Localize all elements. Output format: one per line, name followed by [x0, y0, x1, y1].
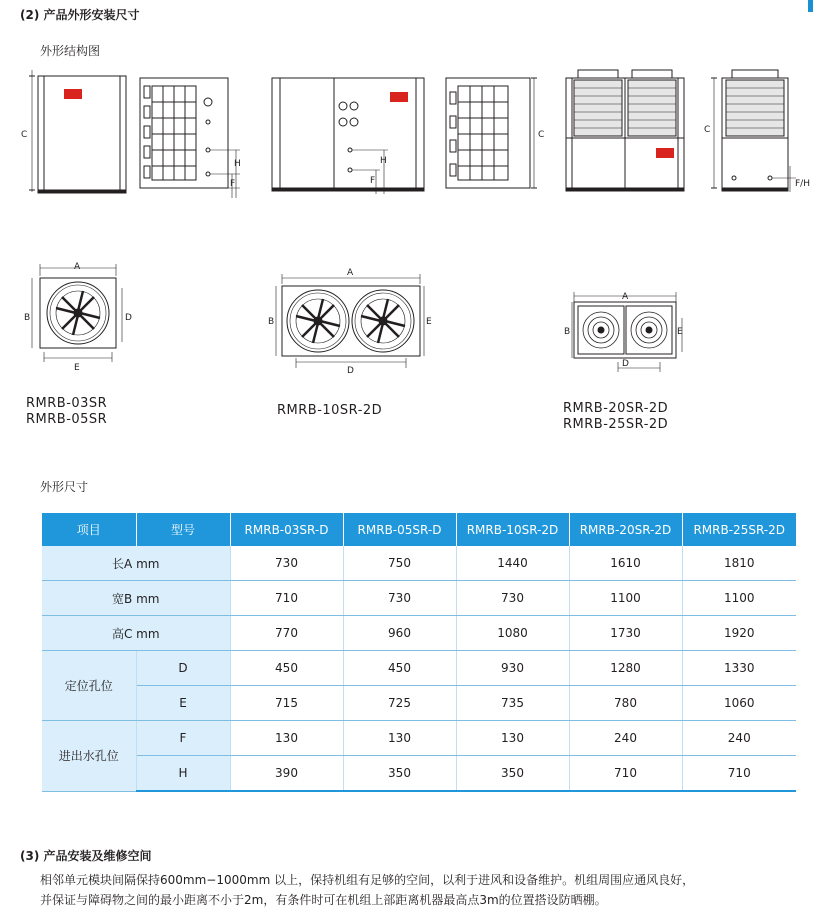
corner-accent-bar: [808, 0, 813, 12]
dim-label-c: C: [704, 125, 711, 135]
dim-label-d: D: [622, 359, 629, 369]
model-group-medium: [277, 403, 382, 419]
table-row: [42, 756, 796, 792]
model-name: RMRB-25SR-2D: [563, 417, 669, 432]
install-space-paragraph: [40, 870, 813, 910]
dim-label-f: F: [230, 179, 236, 189]
header-col: RMRB-25SR-2D: [682, 513, 796, 546]
plan-diagrams: [0, 258, 813, 376]
paragraph-line: 相邻单元模块间隔保持600mm−1000mm 以上，保持机组有足够的空间，以利于进风和设备维护。机组周围应通风良好，: [40, 873, 695, 887]
table-cell: 350: [343, 756, 456, 792]
table-row: [42, 546, 796, 581]
table-cell: 780: [569, 686, 682, 721]
model-name: RMRB-20SR-2D: [563, 401, 669, 416]
table-cell: 730: [456, 581, 569, 616]
table-cell: 710: [569, 756, 682, 792]
model-group-small: [26, 396, 107, 428]
structure-subtitle: 外形结构图: [40, 44, 101, 58]
table-row: [42, 616, 796, 651]
paragraph-line: 并保证与障碍物之间的最小距离不小于2m，有条件时可在机组上部距离机器最高点3m的位置搭设防晒棚。: [40, 893, 607, 907]
model-group-large: [563, 401, 668, 433]
table-header-row: [42, 513, 796, 546]
table-cell: 1060: [682, 686, 796, 721]
dim-label-h: H: [380, 156, 387, 166]
table-cell: 130: [230, 721, 343, 756]
unit-medium-side-view: [446, 78, 537, 188]
dim-label-b: B: [564, 327, 571, 337]
header-col: RMRB-10SR-2D: [456, 513, 569, 546]
table-cell: 750: [343, 546, 456, 581]
table-cell: 240: [569, 721, 682, 756]
dim-label-b: B: [24, 313, 31, 323]
table-row: [42, 686, 796, 721]
brand-logo: [64, 89, 82, 99]
dim-label-f: F: [370, 176, 376, 186]
unit-small-side-view: [140, 78, 240, 198]
dim-label-d: D: [347, 366, 354, 376]
dimension-table: [42, 513, 796, 792]
dim-label-fh: F/H: [795, 179, 810, 189]
table-cell: 730: [343, 581, 456, 616]
unit-large-front-view: [566, 70, 684, 191]
section3-title: (3) 产品安装及维修空间: [20, 849, 152, 863]
dim-label-a: A: [622, 292, 629, 302]
dim-label-b: B: [268, 317, 275, 327]
header-col: RMRB-05SR-D: [343, 513, 456, 546]
table-cell: 240: [682, 721, 796, 756]
row-group-label: 进出水孔位: [42, 721, 136, 792]
table-cell: 1610: [569, 546, 682, 581]
table-cell: 1080: [456, 616, 569, 651]
table-cell: 960: [343, 616, 456, 651]
brand-logo: [390, 92, 408, 102]
table-row: [42, 651, 796, 686]
dim-label-c: C: [21, 130, 28, 140]
model-name: RMRB-03SR: [26, 396, 108, 411]
table-cell: 1280: [569, 651, 682, 686]
unit-medium-front-view: [272, 78, 424, 194]
table-cell: 1810: [682, 546, 796, 581]
row-label: H: [136, 756, 230, 792]
table-row: [42, 581, 796, 616]
row-label: F: [136, 721, 230, 756]
row-label: 宽B mm: [42, 581, 230, 616]
brand-logo: [656, 148, 674, 158]
table-row: [42, 721, 796, 756]
header-col: RMRB-03SR-D: [230, 513, 343, 546]
table-cell: 450: [343, 651, 456, 686]
table-cell: 730: [230, 546, 343, 581]
dim-label-c: C: [538, 130, 545, 140]
header-model: 型号: [136, 513, 230, 546]
dim-label-e: E: [74, 363, 80, 373]
dim-label-a: A: [347, 268, 354, 278]
dim-label-h: H: [234, 159, 241, 169]
table-cell: 350: [456, 756, 569, 792]
unit-small-plan-view: [32, 264, 122, 362]
row-group-label: 定位孔位: [42, 651, 136, 721]
dimensions-subtitle: 外形尺寸: [40, 480, 89, 494]
model-name: RMRB-10SR-2D: [277, 403, 383, 418]
header-item: 项目: [42, 513, 136, 546]
table-cell: 725: [343, 686, 456, 721]
table-cell: 390: [230, 756, 343, 792]
table-cell: 1730: [569, 616, 682, 651]
table-cell: 770: [230, 616, 343, 651]
unit-medium-plan-view: [276, 274, 424, 368]
table-cell: 710: [230, 581, 343, 616]
table-cell: 1100: [682, 581, 796, 616]
elevation-diagrams: [0, 62, 813, 202]
row-label: 长A mm: [42, 546, 230, 581]
table-cell: 130: [343, 721, 456, 756]
dim-label-e: E: [677, 327, 683, 337]
table-cell: 1100: [569, 581, 682, 616]
dim-label-a: A: [74, 262, 81, 272]
model-name: RMRB-05SR: [26, 412, 108, 427]
header-col: RMRB-20SR-2D: [569, 513, 682, 546]
table-cell: 715: [230, 686, 343, 721]
table-cell: 450: [230, 651, 343, 686]
unit-small-front-view: [29, 70, 126, 193]
table-cell: 710: [682, 756, 796, 792]
table-cell: 930: [456, 651, 569, 686]
row-label: D: [136, 651, 230, 686]
unit-large-side-view: [711, 70, 796, 192]
table-cell: 1920: [682, 616, 796, 651]
table-cell: 1330: [682, 651, 796, 686]
row-label: E: [136, 686, 230, 721]
table-cell: 1440: [456, 546, 569, 581]
dim-label-d: D: [125, 313, 132, 323]
table-cell: 130: [456, 721, 569, 756]
dim-label-e: E: [426, 317, 432, 327]
table-cell: 735: [456, 686, 569, 721]
section2-title: (2) 产品外形安装尺寸: [20, 8, 140, 22]
row-label: 高C mm: [42, 616, 230, 651]
